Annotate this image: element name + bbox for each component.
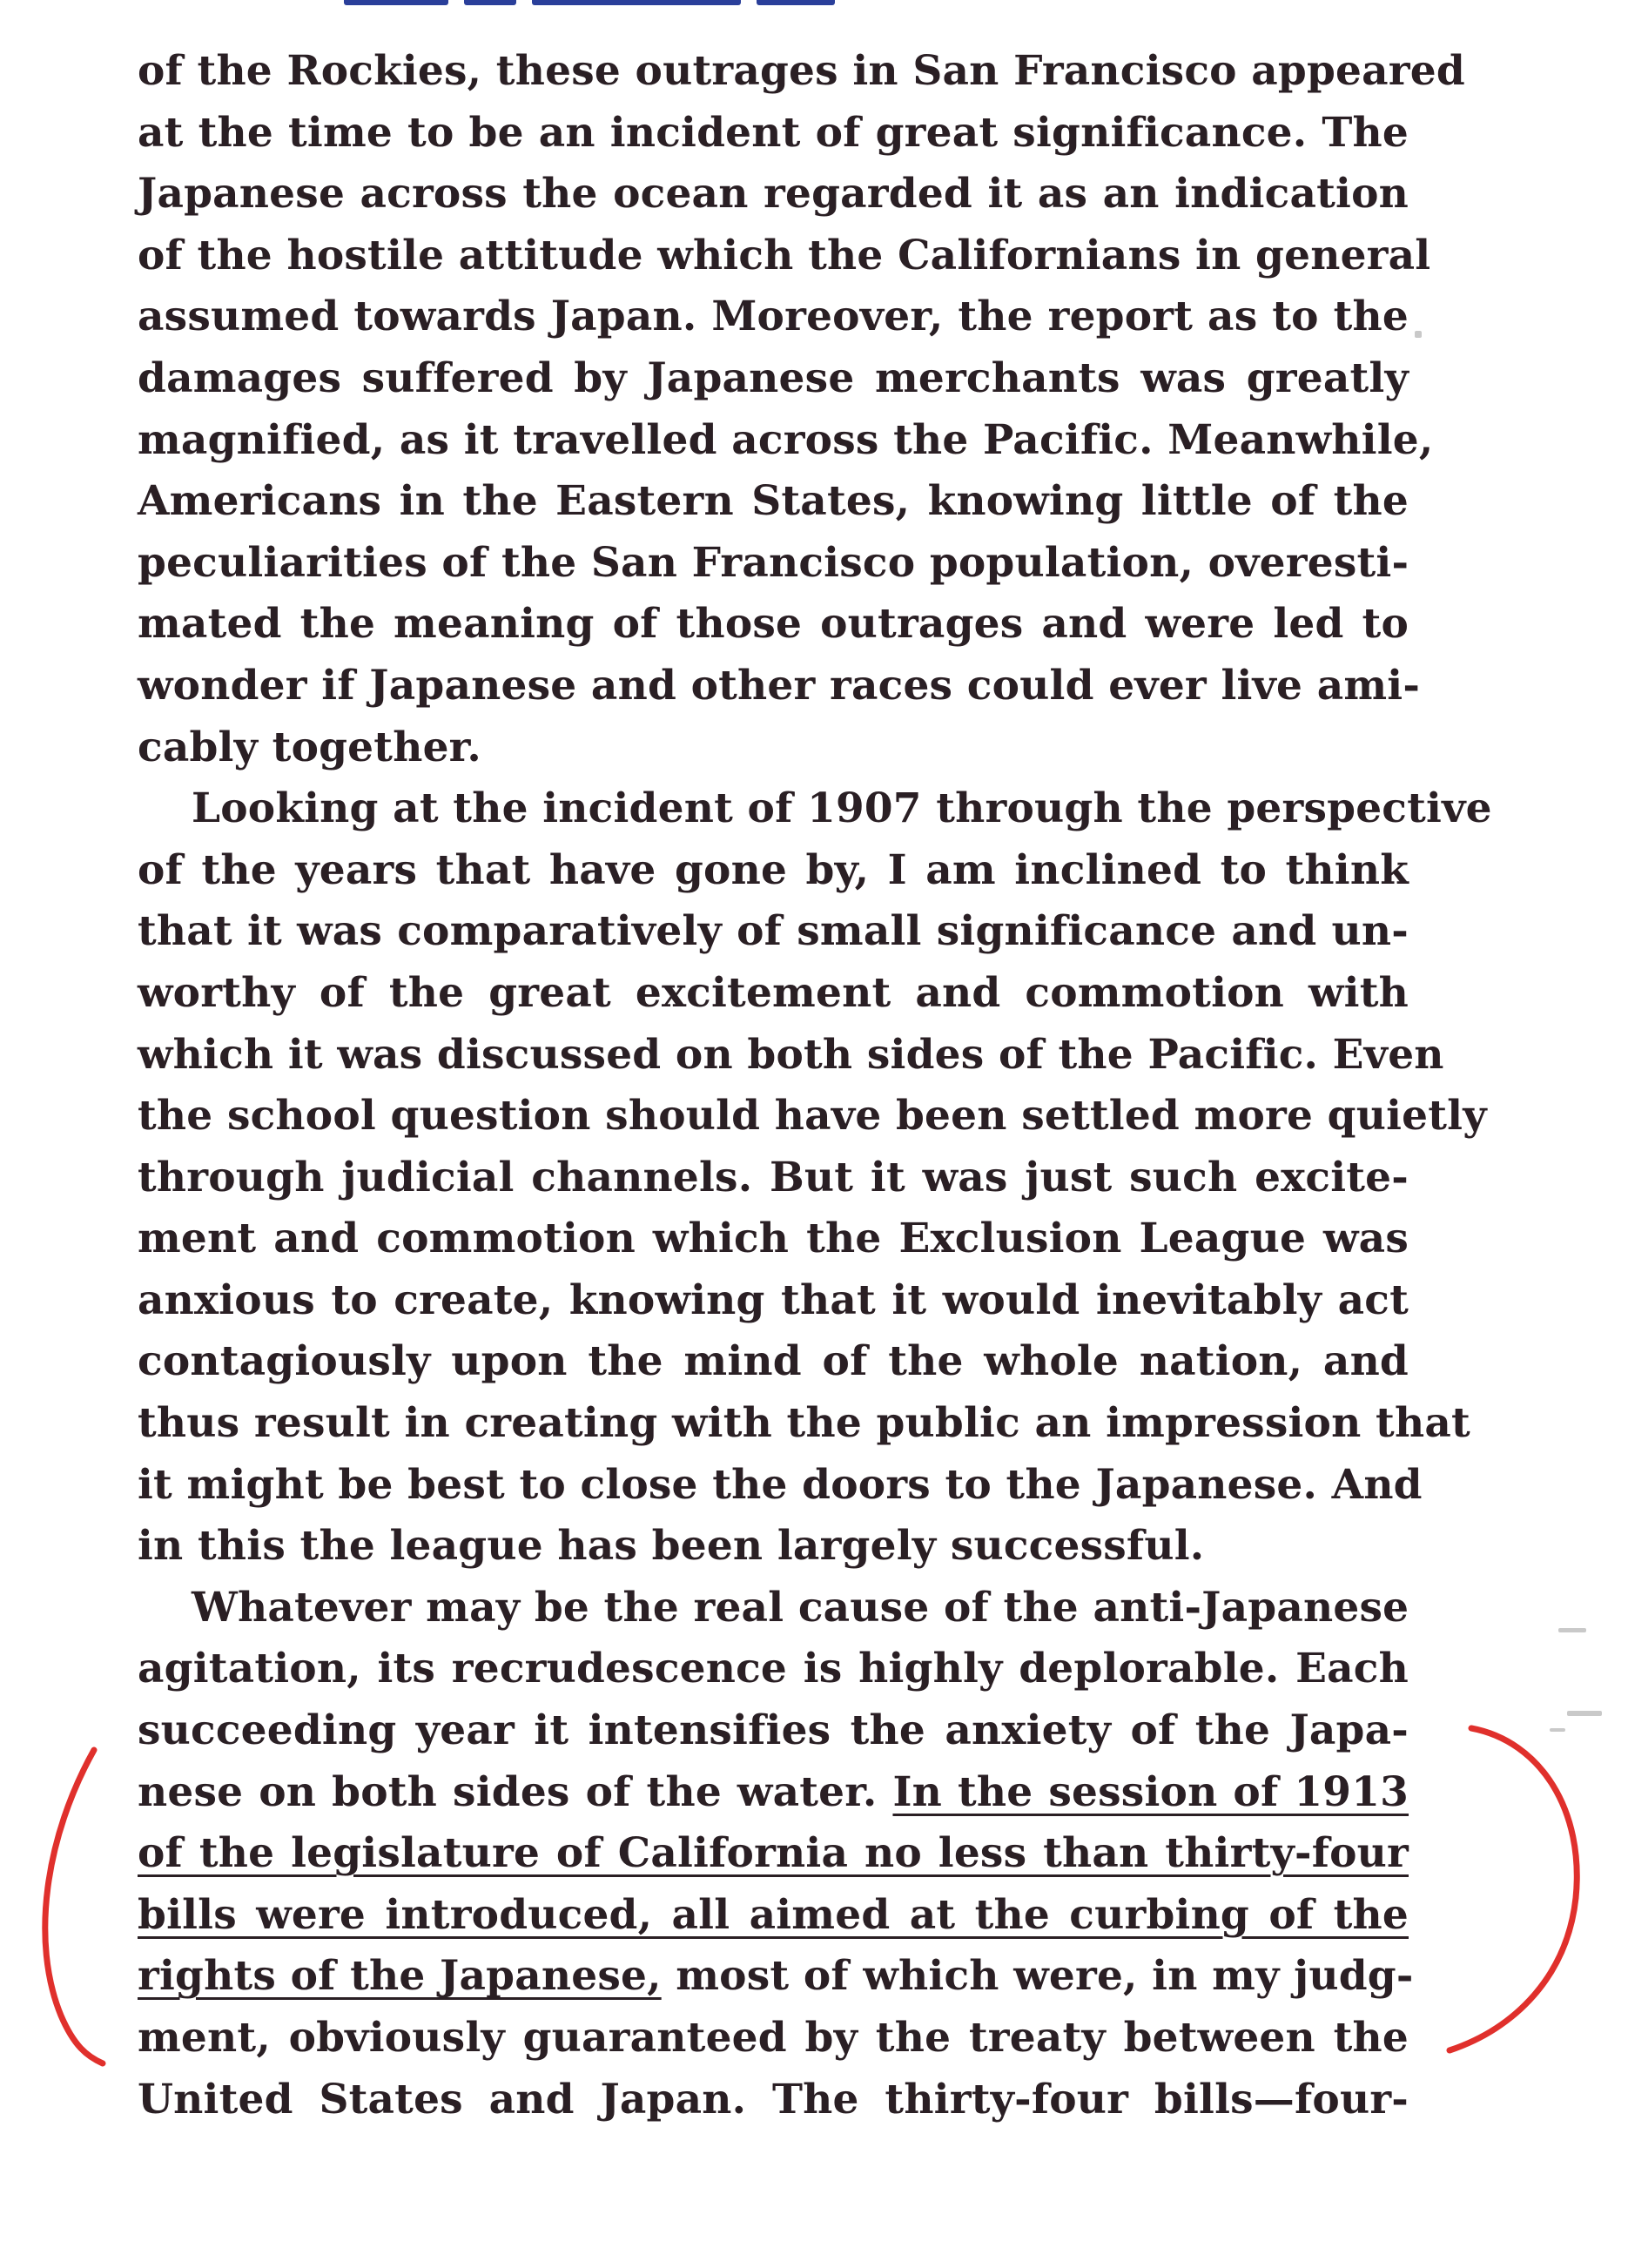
text-line: ment, obviously guaranteed by the treaty between the bbox=[138, 2014, 1409, 2062]
text-line: that it was comparatively of small significance and un- bbox=[138, 907, 1409, 956]
scan-speck bbox=[1550, 1728, 1565, 1732]
scan-speck bbox=[1415, 331, 1422, 338]
text-line: the school question should have been settled more quietly bbox=[138, 1092, 1487, 1141]
text-line: Americans in the Eastern States, knowing little of the bbox=[138, 477, 1409, 526]
text-line: in this the league has been largely successful. bbox=[138, 1522, 1205, 1571]
cropped-header-fragment bbox=[344, 0, 971, 5]
text-line: worthy of the great excitement and commotion with bbox=[138, 968, 1409, 1017]
text-line: which it was discussed on both sides of the Pacific. Even bbox=[138, 1030, 1444, 1079]
text-line: assumed towards Japan. Moreover, the report as to the bbox=[138, 293, 1409, 341]
text-line: wonder if Japanese and other races could ever live ami- bbox=[138, 661, 1421, 710]
text-line: peculiarities of the San Francisco population, overesti- bbox=[138, 538, 1409, 587]
underlined-text-segment: bills were introduced, all aimed at the curbing of the bbox=[138, 1890, 1409, 1939]
text-line: at the time to be an incident of great significance. The bbox=[138, 108, 1409, 157]
text-line: it might be best to close the doors to the Japanese. And bbox=[138, 1460, 1423, 1509]
text-line: United States and Japan. The thirty-four bills—four- bbox=[138, 2075, 1409, 2123]
text-segment: most of which were, in my judg- bbox=[661, 1952, 1414, 2001]
underlined-text-segment: In the session of 1913 bbox=[892, 1767, 1409, 1816]
text-line: of the years that have gone by, I am inclined to think bbox=[138, 845, 1409, 894]
text-line: mated the meaning of those outrages and were led to bbox=[138, 600, 1409, 649]
text-line-mixed bbox=[138, 1762, 1409, 1824]
text-line: ment and commotion which the Exclusion League was bbox=[138, 1215, 1409, 1263]
right-parenthesis-mark bbox=[1450, 1728, 1577, 2050]
text-line: cably together. bbox=[138, 723, 481, 771]
text-line: Japanese across the ocean regarded it as an indication bbox=[138, 170, 1409, 219]
paragraph-1 bbox=[138, 41, 1465, 778]
paragraph-3 bbox=[138, 1578, 1414, 2130]
text-line: Whatever may be the real cause of the anti-Japanese bbox=[192, 1583, 1409, 1632]
text-line: anxious to create, knowing that it would inevitably act bbox=[138, 1275, 1409, 1324]
underlined-text-line bbox=[138, 1885, 1409, 1947]
scan-speck bbox=[1567, 1711, 1602, 1716]
text-line: through judicial channels. But it was just such excite- bbox=[138, 1153, 1409, 1201]
underlined-text-segment: rights of the Japanese, bbox=[138, 1952, 662, 2001]
text-line: of the hostile attitude which the Californians in general bbox=[138, 231, 1431, 279]
body-text bbox=[138, 41, 1492, 2130]
text-segment: nese on both sides of the water. bbox=[138, 1767, 893, 1816]
text-line: contagiously upon the mind of the whole nation, and bbox=[138, 1337, 1409, 1386]
text-line: agitation, its recrudescence is highly deplorable. Each bbox=[138, 1645, 1409, 1693]
scan-speck bbox=[1558, 1628, 1586, 1632]
text-line: succeeding year it intensifies the anxiety of the Japa- bbox=[138, 1706, 1409, 1755]
text-line: thus result in creating with the public an impression that bbox=[138, 1399, 1470, 1448]
left-parenthesis-mark bbox=[45, 1750, 103, 2063]
paragraph-2 bbox=[138, 778, 1492, 1578]
text-line-mixed bbox=[138, 1946, 1414, 2008]
underlined-text-line bbox=[138, 1823, 1409, 1885]
underlined-text-segment: of the legislature of California no less than thirty-four bbox=[138, 1829, 1409, 1878]
text-line: damages suffered by Japanese merchants was greatly bbox=[138, 353, 1409, 402]
text-line: Looking at the incident of 1907 through the perspective bbox=[192, 784, 1492, 833]
text-line: of the Rockies, these outrages in San Francisco appeared bbox=[138, 47, 1465, 95]
text-line: magnified, as it travelled across the Pacific. Meanwhile, bbox=[138, 415, 1434, 464]
